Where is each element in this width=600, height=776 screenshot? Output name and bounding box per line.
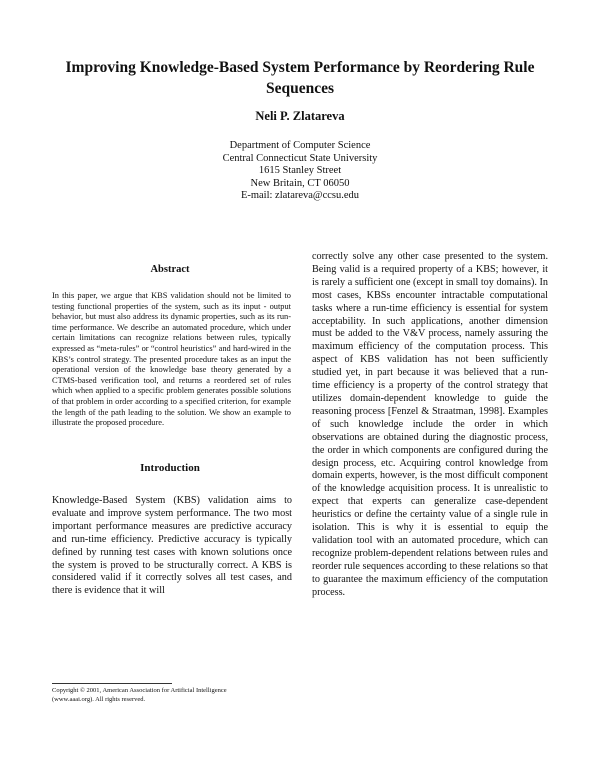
author-name: Neli P. Zlatareva bbox=[255, 109, 345, 123]
copyright-line-2: (www.aaai.org). All rights reserved. bbox=[52, 695, 146, 703]
copyright-line-1: Copyright © 2001, American Association for Artificial Intelligence bbox=[52, 687, 227, 694]
abstract-heading: Abstract bbox=[150, 264, 190, 275]
footnote-divider bbox=[52, 683, 172, 684]
affiliation-email: E-mail: zlatareva@ccsu.edu bbox=[240, 190, 360, 202]
abstract-text: In this paper, we argue that KBS validation should not be limited to testing functional properties of the system, such as its input - output behavior, but must also address its dynamic properties, such as its run-time performance. We describe an automated procedure, which under certain limitations can recognize relations between rules, typically expressed as “meta-rules” or “control heuristics” and hard-wired in the KBS’s control strategy. The presented procedure takes as an input the operational version of the knowledge base theory generated by a CTMS-based verification tool, and returns a reordered set of rules which when applied to a specific problem generates possible solutions of that problem in order according to a specified criterion, for example the length of the path leading to the solution. We show an example to illustrate the proposed procedure. bbox=[52, 291, 291, 428]
affiliation-street: 1615 Stanley Street bbox=[258, 165, 342, 177]
affiliation-city: New Britain, CT 06050 bbox=[250, 177, 350, 189]
introduction-continued-text: correctly solve any other case presented to the system. Being valid is a required property of a KBS; however, it is rarely a sufficient one (except in small toy domains). In most cases, KBSs encounter intractable computational tasks where a run-time efficiency is essential for system acceptability. In such applications, another dimension must be added to the V&V process, namely assuring the maximum efficiency of the computation process. This aspect of KBS validation has not been sufficiently studied yet, in part because it was believed that a run-time efficiency is a property of the control strategy that utilizes domain-dependent knowledge to guide the reasoning process [Fenzel & Straatman, 1998]. Examples of such knowledge include the order in which observations are obtained during the diagnostic process, the order in which components are configured during the design process, etc. Acquiring control knowledge from domain experts, however, is the most difficult component of the knowledge acquisition process. It is unrealistic to expect that experts can generalize case-dependent heuristics or define the certainty value of a single rule in isolation. This is why it is essential to equip the validation tool with an automated procedure, which can recognize problem-dependent relations between rules and reorder rule sequences according to these relations so that to guarantee the maximum efficiency of the computation process. bbox=[312, 251, 548, 598]
affiliation-university: Central Connecticut State University bbox=[222, 152, 378, 164]
introduction-text: Knowledge-Based System (KBS) validation aims to evaluate and improve system performance. The two most important performance measures are predictive accuracy and run-time efficiency. Predictive accuracy is typically defined by running test cases with known solutions once the system is proved to be structurally correct. A KBS is considered valid if it correctly solves all test cases, and there is evidence that it will bbox=[52, 495, 292, 597]
copyright-notice bbox=[52, 687, 292, 704]
author-affiliation bbox=[150, 140, 450, 203]
affiliation-department: Department of Computer Science bbox=[229, 140, 371, 151]
paper-title: Improving Knowledge-Based System Performance by Reordering Rule Sequences bbox=[65, 59, 535, 97]
introduction-heading: Introduction bbox=[140, 462, 200, 474]
